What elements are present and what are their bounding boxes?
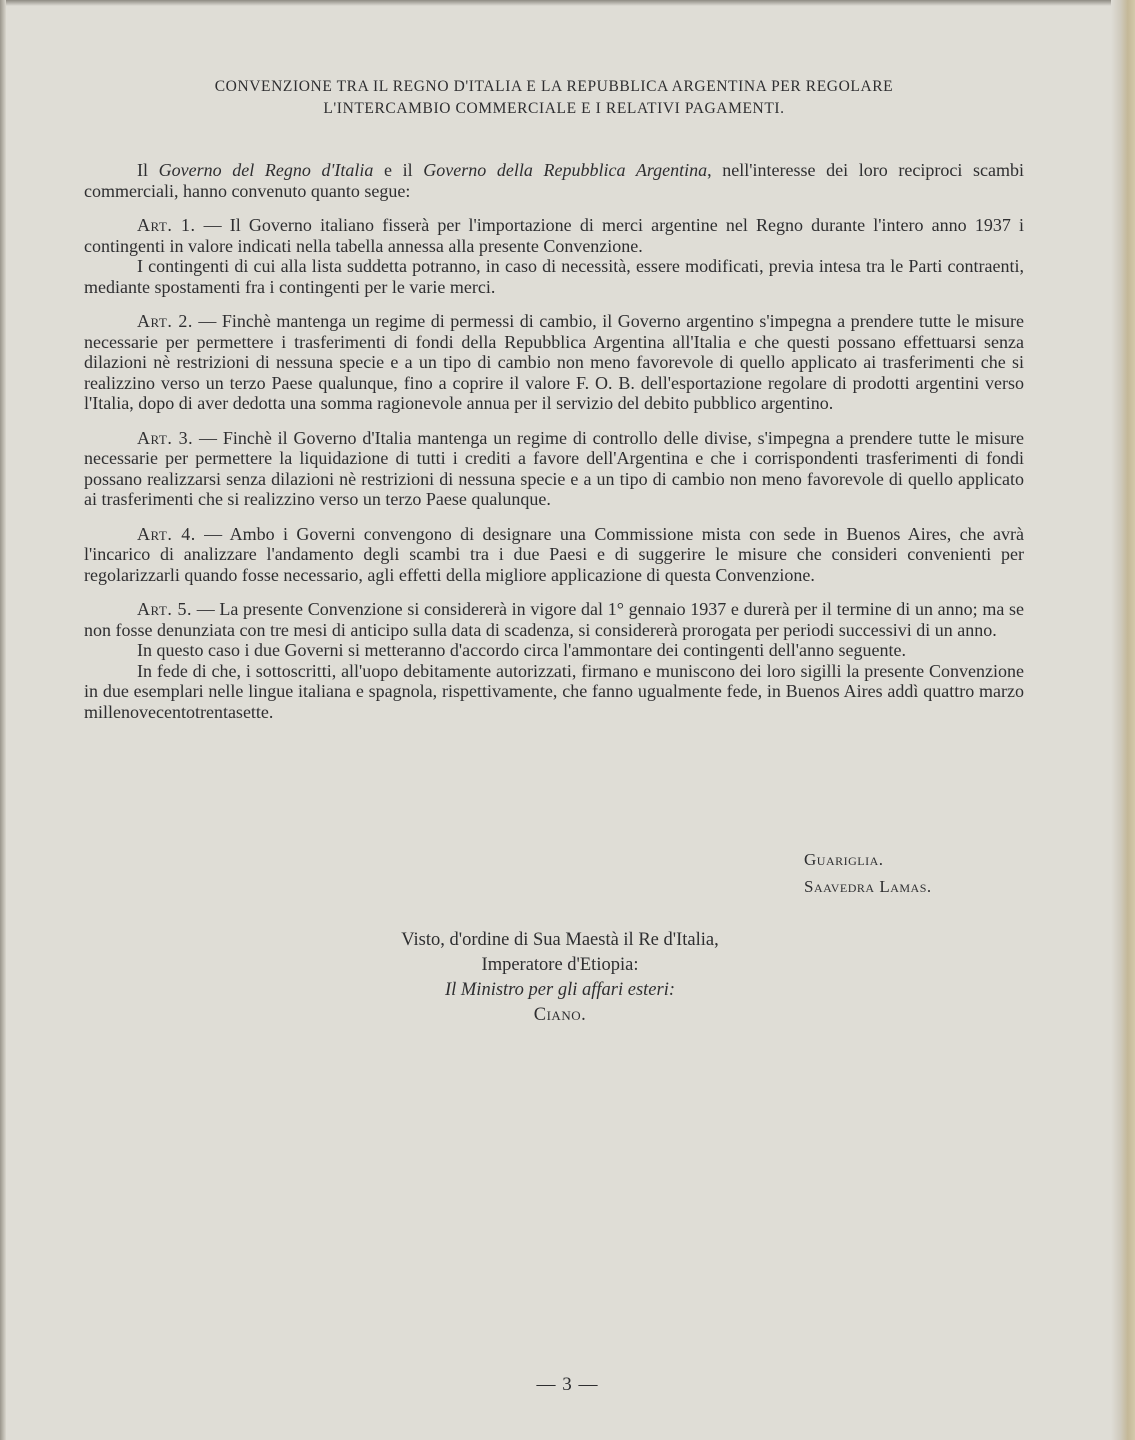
article-1-paragraph-2: I contingenti di cui alla lista suddetta potranno, in caso di necessità, essere modificati, previa intesa tra le Parti contraenti, mediante spostamenti fra i contingenti per le varie merci. (84, 256, 1024, 297)
preamble-gov-argentina: Governo della Repubblica Argentina (423, 160, 708, 180)
article-1-label: Art. 1. (137, 215, 196, 235)
article-3-text-1: — Finchè il Governo d'Italia mantenga un regime di controllo delle divise, s'impegna a prendere tutte le misure necessarie per permettere la liquidazione di tutti i crediti a favore dell'Argentina e che i corrispondenti trasferimenti di fondi possano realizzarsi senza dilazioni nè restrizioni di nessuna specie e a un tipo di cambio non meno favorevole di quello applicato ai trasferimenti che si realizzino verso un terzo Paese qualunque. (84, 427, 1024, 509)
endorsement-signature-ciano: Ciano. (533, 1005, 587, 1025)
article-2-text-1: — Finchè mantenga un regime di permessi di cambio, il Governo argentino s'impegna a prendere tutte le misure necessarie per permettere i trasferimenti di fondi della Repubblica Argentina all'Italia e che questi possano effettuarsi senza dilazioni nè restrizioni di nessuna specie e a un tipo di cambio non meno favorevole di quello applicato ai trasferimenti che si realizzino verso un terzo Paese qualunque, fino a coprire il valore F. O. B. dell'esportazione regolare di prodotti argentini verso l'Italia, dopo di aver dedotta una somma ragionevole annua per il servizio del debito pubblico argentino. (84, 311, 1024, 413)
article-5-label: Art. 5. (137, 599, 193, 619)
article-2-paragraph-1 (84, 311, 1024, 414)
article-1-paragraph-1 (84, 215, 1024, 256)
article-3-label: Art. 3. (137, 427, 194, 448)
document-body (84, 76, 1024, 722)
preamble-mid: e il (373, 160, 424, 180)
preamble-gov-italy: Governo del Regno d'Italia (158, 160, 374, 180)
title-line-1: CONVENZIONE TRA IL REGNO D'ITALIA E LA REPUBBLICA ARGENTINA PER REGOLARE (214, 78, 894, 95)
signature-saavedra-lamas: Saavedra Lamas. (804, 877, 932, 896)
endorsement-line-2: Imperatore d'Etiopia: (481, 955, 639, 975)
preamble-start: Il (137, 160, 159, 180)
article-5-paragraph-3: In fede di che, i sottoscritti, all'uopo debitamente autorizzati, firmano e muniscono dei loro sigilli la presente Convenzione in due esemplari nelle lingue italiana e spagnola, rispettivamente, che fanno ugualmente fede, in Buenos Aires addì quattro marzo millenovecentotrentasette. (84, 660, 1024, 722)
article-3-paragraph-1 (84, 428, 1024, 510)
article-4-paragraph-1 (84, 524, 1024, 586)
article-5-paragraph-1 (84, 599, 1024, 640)
article-5-text-1: — La presente Convenzione si considererà in vigore dal 1° gennaio 1937 e durerà per il termine di un anno; ma se non fosse denunziata con tre mesi di anticipo sulla data di scadenza, si considererà prorogata per periodi successivi di un anno. (84, 599, 1024, 640)
endorsement-block (300, 928, 820, 1028)
title-line-2: L'INTERCAMBIO COMMERCIALE E I RELATIVI PAGAMENTI. (323, 100, 785, 117)
document-title (84, 76, 1024, 120)
page-edge-top (0, 0, 1135, 6)
article-4-text-1: — Ambo i Governi convengono di designare una Commissione mista con sede in Buenos Aires, che avrà l'incarico di analizzare l'andamento degli scambi tra i due Paesi e di suggerire le misure che consideri convenienti per regolarizzarli quando fosse necessario, agli effetti della migliore applicazione di questa Convenzione. (84, 523, 1024, 585)
page-number: — 3 — (536, 1374, 599, 1395)
endorsement-line-3 (300, 978, 820, 1003)
preamble-end: , nell'interesse dei loro reciproci scambi commerciali, hanno convenuto quanto segue: (84, 160, 1025, 201)
article-1-text-1: — Il Governo italiano fisserà per l'importazione di merci argentine nel Regno durante l'intero anno 1937 i contingenti in valore indicati nella tabella annessa alla presente Convenzione. (84, 215, 1024, 256)
page-edge-right (1111, 0, 1135, 1440)
article-2-label: Art. 2. (137, 311, 193, 331)
article-5-paragraph-2: In questo caso i due Governi si metteranno d'accordo circa l'ammontare dei contingenti dell'anno seguente. (137, 640, 906, 660)
article-4-label: Art. 4. (137, 523, 196, 544)
signatures-block (804, 846, 932, 900)
page-edge-left (0, 0, 6, 1440)
endorsement-minister-title: Il Ministro per gli affari esteri: (444, 980, 676, 1000)
endorsement-line-1: Visto, d'ordine di Sua Maestà il Re d'Italia, (401, 930, 719, 950)
signature-guariglia: Guariglia. (804, 850, 884, 869)
preamble-paragraph (84, 160, 1024, 201)
